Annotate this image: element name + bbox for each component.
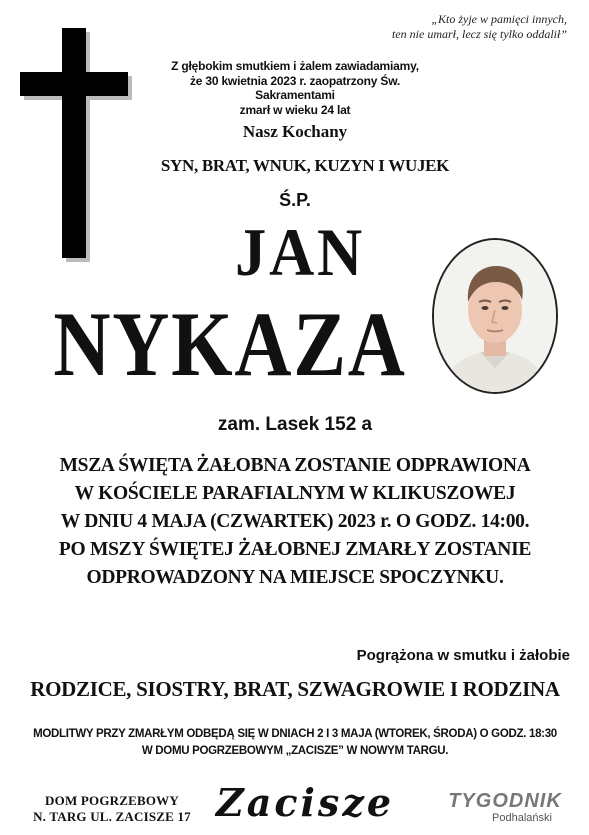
prayers-line-2: W DOMU POGRZEBOWYM „ZACISZE” W NOWYM TARGU. xyxy=(141,745,449,757)
intro-line-1: Z głębokim smutkiem i żalem zawiadamiamy, xyxy=(171,59,419,73)
first-name: JAN xyxy=(235,214,365,290)
funeral-home-address xyxy=(14,793,210,825)
portrait-illustration xyxy=(434,240,556,392)
funeral-home-line-2: N. TARG UL. ZACISZE 17 xyxy=(33,809,191,824)
cross-icon xyxy=(62,28,86,258)
family-signature: RODZICE, SIOSTRY, BRAT, SZWAGROWIE I RODZINA xyxy=(30,677,560,701)
mass-line-4: PO MSZY ŚWIĘTEJ ŻAŁOBNEJ ZMARŁY ZOSTANIE xyxy=(58,539,532,560)
epitaph-quote xyxy=(327,12,567,42)
mass-line-1: MSZA ŚWIĘTA ŻAŁOBNA ZOSTANIE ODPRAWIONA xyxy=(59,455,531,476)
last-name: NYKAZA xyxy=(53,293,407,395)
intro-line-3: zmarł w wieku 24 lat xyxy=(239,102,351,117)
prayers-information xyxy=(10,726,580,760)
watermark-subtitle: Podhalański xyxy=(492,812,552,824)
announcement-intro xyxy=(150,59,440,117)
relations: SYN, BRAT, WNUK, KUZYN I WUJEK xyxy=(160,156,450,175)
mass-line-2: W KOŚCIELE PARAFIALNYM W KLIKUSZOWEJ xyxy=(74,483,516,504)
prayers-line-1: MODLITWY PRZY ZMARŁYM ODBĘDĄ SIĘ W DNIACH 2 I 3 MAJA (WTOREK, ŚRODA) O GODZ. 18:30 xyxy=(33,728,557,740)
mass-line-3: W DNIU 4 MAJA (CZWARTEK) 2023 r. O GODZ. 14:00. xyxy=(60,511,530,532)
funeral-home-logo: Zacisze xyxy=(216,780,395,825)
mourning-line: Pogrążona w smutku i żałobie xyxy=(356,647,570,664)
cross-icon-bar xyxy=(20,72,128,96)
quote-line-1: „Kto żyje w pamięci innych, xyxy=(431,12,567,26)
watermark-logo: TYGODNIK xyxy=(448,790,562,812)
sp-prefix: Ś.P. xyxy=(279,190,311,210)
portrait-photo xyxy=(432,238,558,394)
funeral-home-line-1: DOM POGRZEBOWY xyxy=(45,793,179,808)
intro-line-2: że 30 kwietnia 2023 r. zaopatrzony Św. Sakramentami xyxy=(189,73,401,102)
mass-line-5: ODPROWADZONY NA MIEJSCE SPOCZYNKU. xyxy=(86,567,504,588)
residence-address: zam. Lasek 152 a xyxy=(217,414,373,435)
mass-information xyxy=(30,452,560,592)
quote-line-2: ten nie umarł, lecz się tylko oddalił” xyxy=(392,27,567,41)
greeting: Nasz Kochany xyxy=(242,122,348,141)
